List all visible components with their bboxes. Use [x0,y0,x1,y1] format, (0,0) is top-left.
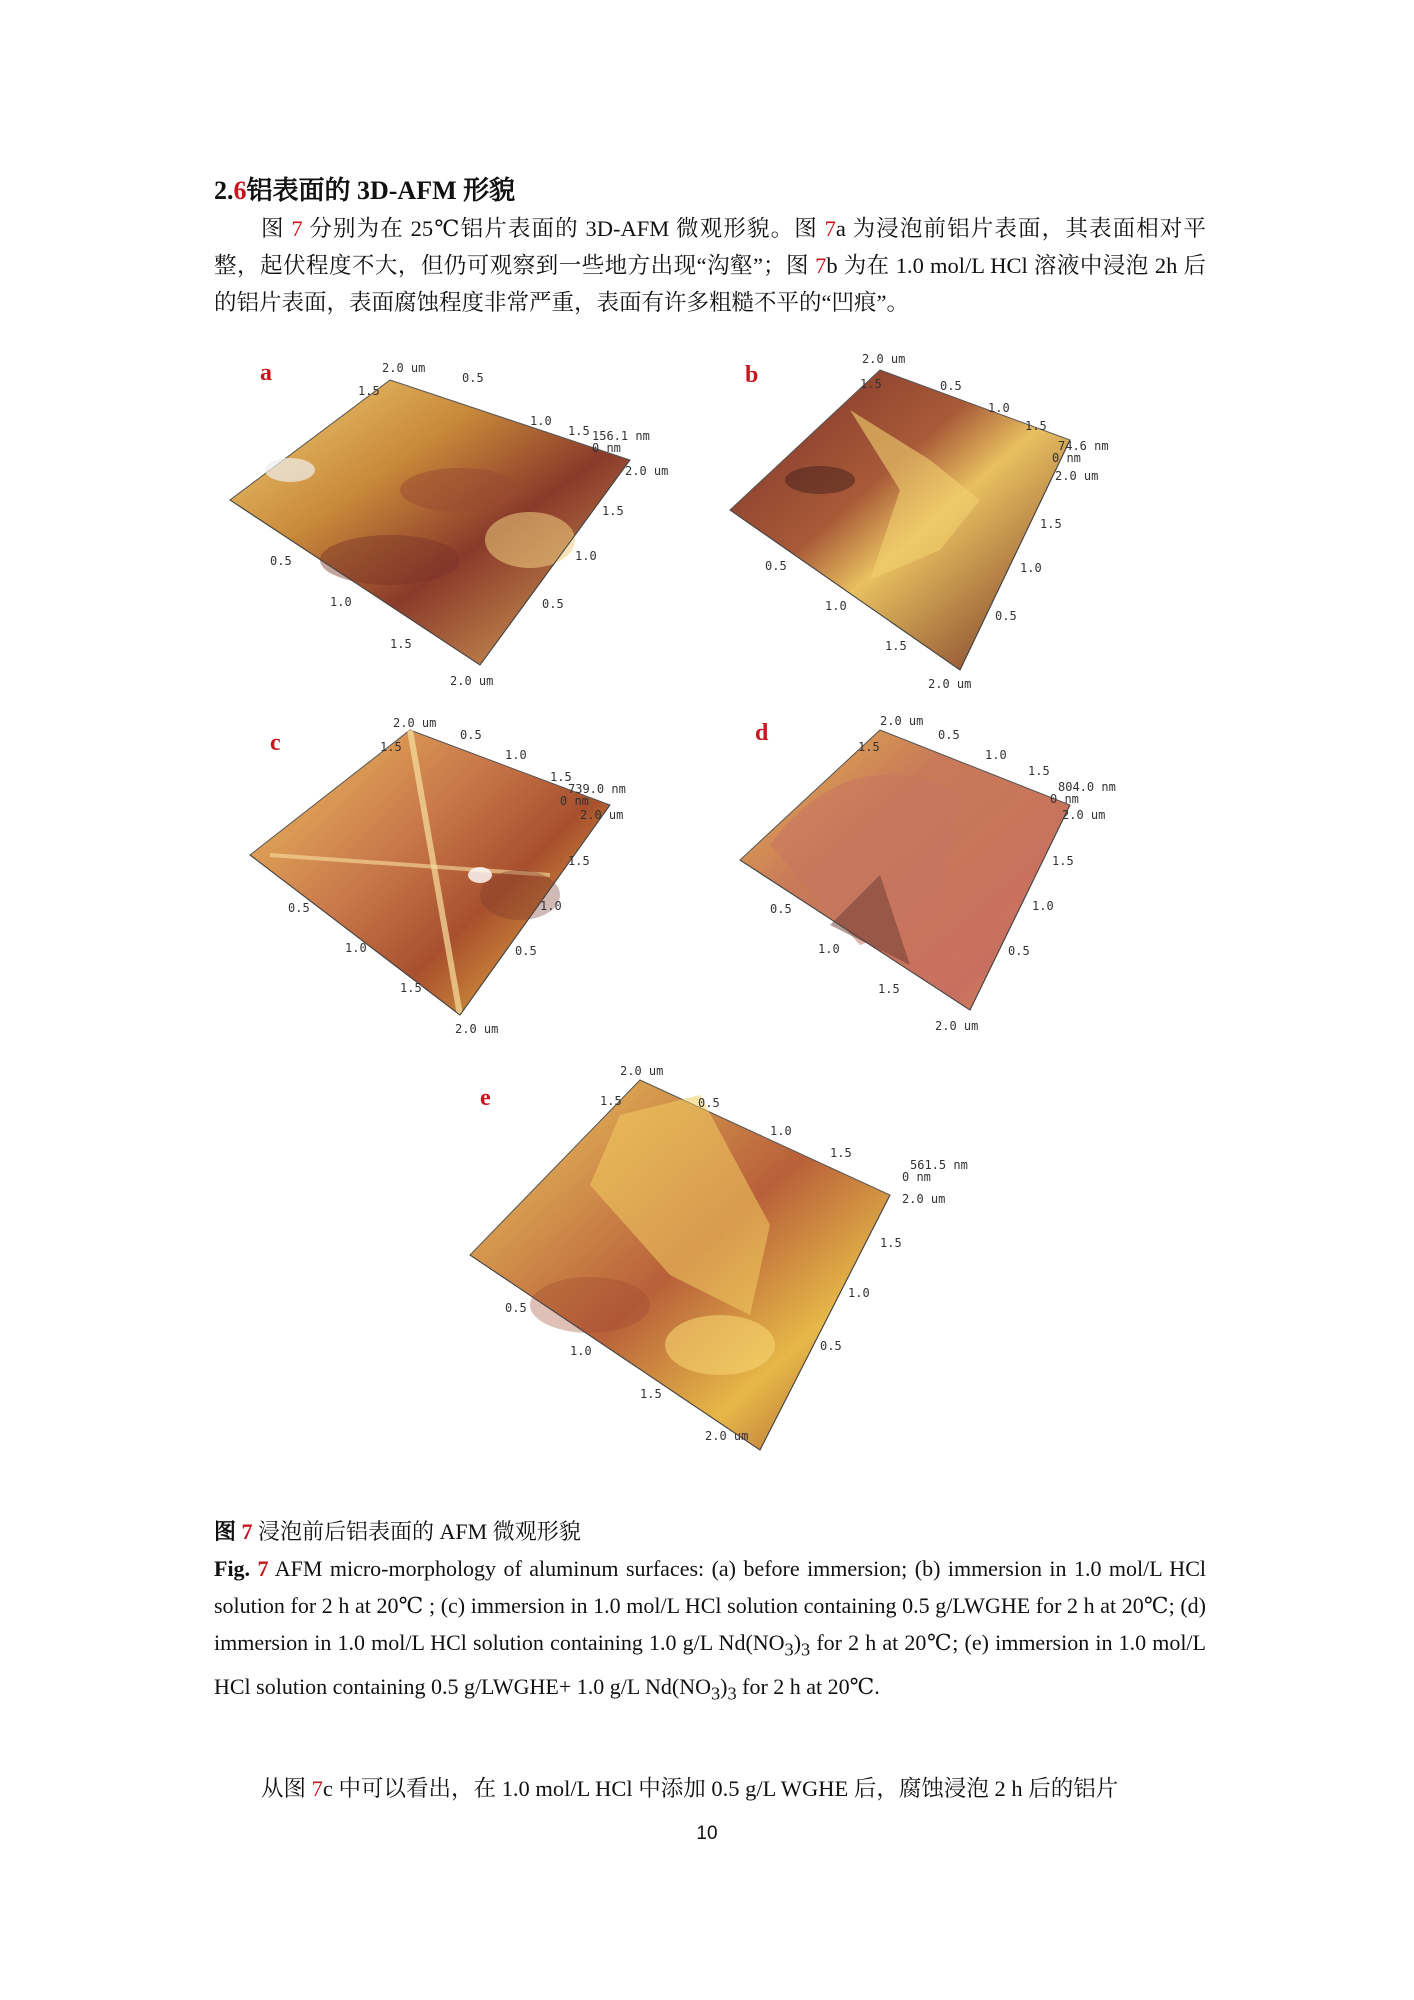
tick-d-l2: 1.0 [818,942,840,956]
tick-d-bot: 2.0 um [935,1019,979,1033]
tick-c-tl1: 1.5 [380,740,402,754]
tick-a-r3: 0.5 [542,597,564,611]
tick-e-tl1: 1.5 [600,1094,622,1108]
tick-b-r1: 1.5 [1040,517,1062,531]
tick-d-l3: 1.5 [878,982,900,996]
figure-caption-en: Fig. 7 AFM micro-morphology of aluminum surfaces: (a) before immersion; (b) immersion in 1.0 mol/L HCl solution for 2 h at 20℃ ; (c) immersion in 1.0 mol/L HCl solution containing 0.5 g/LWGHE for 2 h at 20℃; (d) immersion in 1.0 mol/L HCl solution containing 1.0 g/L $Nd(NO_3)_3$ for 2 h at 20℃; (e) immersion in 1.0 mol/L HCl solution containing 0.5 g/LWGHE+ 1.0 g/L $Nd(NO_3)_3$ for 2 h at 20℃. [214,1556,1206,1704]
z-label-a: 156.1 nm [592,429,650,443]
tick-e-r0: 2.0 um [902,1192,946,1206]
panel-label-d: d [755,720,769,746]
section-title-text: 铝表面的 3D-AFM 形貌 [246,176,516,205]
tick-d-l1: 0.5 [770,902,792,916]
tick-a-l2: 1.0 [330,595,352,609]
tick-d-tl1: 1.5 [858,740,880,754]
paragraph-continued: 从图 7c 中可以看出，在 1.0 mol/L HCl 中添加 0.5 g/L WGHE 后，腐蚀浸泡 2 h 后的铝片 [261,1776,1119,1801]
z-sub-c: 0 nm [560,794,589,808]
tick-a-r2: 1.0 [575,549,597,563]
figure-caption-cn: 图 7 浸泡前后铝表面的 AFM 微观形貌 [214,1519,581,1544]
z-label-e: 561.5 nm [910,1158,968,1172]
tick-e-tr3: 1.5 [830,1146,852,1160]
tick-b-tl1: 1.5 [860,377,882,391]
tick-d-tr2: 1.0 [985,748,1007,762]
z-sub-b: 0 nm [1052,451,1081,465]
tick-e-l3: 1.5 [640,1387,662,1401]
tick-c-r3: 0.5 [515,944,537,958]
tick-c-l1: 0.5 [288,901,310,915]
afm-surface-d [740,715,1260,1045]
tick-b-l2: 1.0 [825,599,847,613]
tick-a-l3: 1.5 [390,637,412,651]
tick-b-l3: 1.5 [885,639,907,653]
tick-a-r1: 1.5 [602,504,624,518]
tick-d-tr3: 1.5 [1028,764,1050,778]
tick-c-l3: 1.5 [400,981,422,995]
panel-label-e: e [480,1085,491,1111]
paragraph-intro: 图 7 分别为在 25℃铝片表面的 3D-AFM 微观形貌。图 7a 为浸泡前铝片表面，其表面相对平整，起伏程度不大，但仍可观察到一些地方出现“沟壑”；图 7b 为在 1.0 mol/L HCl 溶液中浸泡 2h 后的铝片表面，表面腐蚀程度非常严重，表面有许多粗糙不平的“凹痕”。 [214,216,1206,315]
tick-b-r3: 0.5 [995,609,1017,623]
tick-e-top: 2.0 um [620,1064,664,1078]
z-sub-a: 0 nm [592,441,621,455]
tick-b-r0: 2.0 um [1055,469,1099,483]
tick-c-bot: 2.0 um [455,1022,499,1036]
tick-a-tl1: 1.5 [358,384,380,398]
afm-panel-c [250,715,770,1045]
z-label-c: 739.0 nm [568,782,626,796]
afm-panel-d [740,715,1260,1045]
tick-b-top: 2.0 um [862,352,906,366]
tick-e-r1: 1.5 [880,1236,902,1250]
afm-panel-b [730,350,1250,700]
panel-label-b: b [745,362,759,388]
tick-c-tr1: 0.5 [460,728,482,742]
tick-d-r0: 2.0 um [1062,808,1106,822]
tick-b-l1: 0.5 [765,559,787,573]
tick-d-top: 2.0 um [880,714,924,728]
tick-c-top: 2.0 um [393,716,437,730]
section-title [214,170,515,207]
tick-a-tr1: 0.5 [462,371,484,385]
tick-d-r2: 1.0 [1032,899,1054,913]
tick-e-l2: 1.0 [570,1344,592,1358]
tick-b-r2: 1.0 [1020,561,1042,575]
tick-a-r0: 2.0 um [625,464,669,478]
tick-c-r0: 2.0 um [580,808,624,822]
tick-e-l1: 0.5 [505,1301,527,1315]
tick-a-top: 2.0 um [382,361,426,375]
tick-d-r1: 1.5 [1052,854,1074,868]
afm-surface-c [250,715,770,1045]
tick-c-tr3: 1.5 [550,770,572,784]
tick-a-tr2: 1.0 [530,414,552,428]
tick-e-tr1: 0.5 [698,1096,720,1110]
afm-surface-e [470,1065,1030,1465]
tick-b-tr2: 1.0 [988,401,1010,415]
panel-label-c: c [270,730,281,756]
tick-e-r2: 1.0 [848,1286,870,1300]
z-sub-d: 0 nm [1050,792,1079,806]
tick-e-r3: 0.5 [820,1339,842,1353]
tick-b-tr3: 1.5 [1025,419,1047,433]
afm-surface-a [230,350,750,700]
tick-a-bot: 2.0 um [450,674,494,688]
tick-d-r3: 0.5 [1008,944,1030,958]
page-number: 10 [696,1823,718,1844]
tick-b-tr1: 0.5 [940,379,962,393]
tick-c-r1: 1.5 [568,854,590,868]
section-number: 2.6 [214,176,247,205]
tick-a-l1: 0.5 [270,554,292,568]
tick-e-tr2: 1.0 [770,1124,792,1138]
afm-surface-b [730,350,1250,700]
z-label-d: 804.0 nm [1058,780,1116,794]
afm-panel-a [230,350,750,700]
tick-e-bot: 2.0 um [705,1429,749,1443]
tick-c-l2: 1.0 [345,941,367,955]
tick-d-tr1: 0.5 [938,728,960,742]
z-sub-e: 0 nm [902,1170,931,1184]
tick-b-bot: 2.0 um [928,677,972,691]
tick-a-tr3: 1.5 [568,424,590,438]
tick-c-tr2: 1.0 [505,748,527,762]
z-label-b: 74.6 nm [1058,439,1109,453]
afm-panel-e [470,1065,1030,1465]
panel-label-a: a [260,360,272,386]
tick-c-r2: 1.0 [540,899,562,913]
